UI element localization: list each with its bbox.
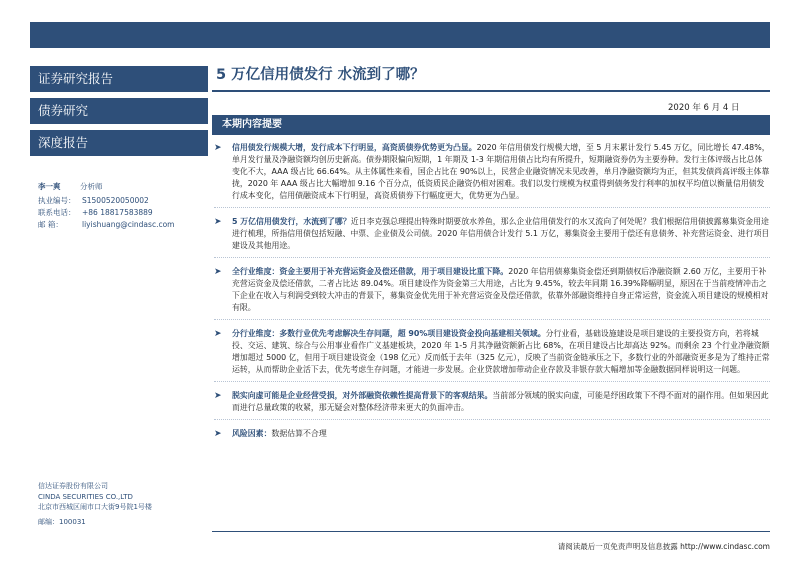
report-date: 2020 年 6 月 4 日: [668, 103, 740, 113]
top-banner: [30, 22, 770, 48]
title-divider: [212, 90, 770, 92]
page-title: 5 万亿信用债发行 水流到了哪？: [216, 67, 425, 83]
item-text: 2020 年信用债募集资金偿还到期债权后净融资额 2.60 万亿，主要用于补充营运资金及偿还借款，二者占比达 89.04%。项目建设作为资金第三大用途，占比为 9.45%，较去年同期 16.39%降幅明显，原因在于当前疫情冲击之下企业在收入与利润受到较大冲击的背景下，募集资金优先用于补充营运资金及偿还借款，依靠外部融资维持自身正常运营，资金流入项目建设的规模相对有限。: [232, 267, 769, 312]
author-email-value[interactable]: liyishuang@cindasc.com: [82, 220, 175, 229]
company-name-cn: 信达证券股份有限公司: [38, 482, 108, 490]
sidebar-item-category: 债券研究: [30, 98, 208, 124]
sidebar-item-report-type: 证券研究报告: [30, 66, 208, 92]
list-item: [214, 328, 770, 382]
author-phone-label: 联系电话：: [38, 208, 76, 217]
author-id-value: S1500520050002: [82, 196, 149, 205]
item-highlight: 5 万亿信用债发行，水流到了哪？: [232, 217, 351, 226]
author-block: [38, 181, 208, 231]
list-item: [214, 428, 770, 445]
company-block: [38, 481, 208, 527]
arrow-bullet-icon: ➤: [214, 391, 222, 401]
sidebar: [30, 66, 208, 162]
arrow-bullet-icon: ➤: [214, 217, 222, 227]
sidebar-item-report-kind: 深度报告: [30, 130, 208, 156]
author-name: 李一爽: [38, 182, 61, 191]
company-postcode: 邮编：100031: [38, 517, 86, 526]
list-item: [214, 390, 770, 420]
list-item: [214, 142, 770, 208]
item-highlight: 分行业维度：多数行业优先考虑解决生存问题，超 90%项目建设资金投向基建相关领域。: [232, 329, 546, 338]
arrow-bullet-icon: ➤: [214, 429, 222, 439]
item-highlight: 脱实向虚可能是企业经营受损，对外部融资依赖性提高背景下的客观结果。: [232, 391, 493, 400]
item-text: 当前部分领域的脱实向虚，可能是纾困政策下不得不面对的副作用。但如果因此而进行总量政策的收紧，那无疑会对整体经济带来更大的负面冲击。: [232, 391, 769, 412]
item-text: 数据估算不合理: [271, 429, 327, 438]
company-address: 北京市西城区闹市口大街9号院1号楼: [38, 503, 152, 511]
item-text: 近日李克强总理提出特殊时期要放水养鱼，那么企业信用债发行的水又流向了何处呢？我们根据信用债披露募集资金用途进行梳理，所指信用债包括短融、中票、企业债及公司债。2020 年信用债合计发行 5.1 万亿，募集资金主要用于偿还有息债务、补充营运资金、进行项目建设及其他用途。: [232, 217, 770, 250]
section-heading: 本期内容提要: [212, 115, 770, 135]
list-item: [214, 266, 770, 320]
author-email-label: 邮 箱：: [38, 220, 63, 229]
author-phone-value: +86 18817583889: [82, 208, 153, 217]
item-text: 2020 年信用债发行规模大增，至 5 月末累计发行 5.45 万亿，同比增长 47.48%，单月发行量及净融资额均创历史新高。债券期限偏向短期，1 年期及 1-3 年期信用债占比均有所提升，短期融资券仍为主要券种。发行主体评级占比总体变化不大，AAA 级占比 66.64%。从主体属性来看，国企占比在 90%以上，民营企业融资情况未见改善，单月净融资额均为正，但其发债尚高评级主体靠拢，2020 年 AAA 级占比大幅增加 9.16 个百分点，低资质民企融资仍相对困难。我们以发行规模为权重得到债务发行利率的加权平均值以衡量信用债发行成本变化，信用债融资成本下行明显，高资质债券下行幅度更大，优势更为凸显。: [232, 143, 770, 200]
item-highlight: 风险因素：: [232, 429, 272, 438]
item-highlight: 信用债发行规模大增，发行成本下行明显，高资质债券优势更为凸显。: [232, 143, 477, 152]
company-name-en: CINDA SECURITIES CO.,LTD: [38, 492, 133, 501]
arrow-bullet-icon: ➤: [214, 143, 222, 153]
item-text: 分行业看，基础设施建设是项目建设的主要投资方向，若将城投、交运、建筑、综合与公用事业看作广义基建板块，2020 年 1-5 月其净融资额新占比 68%，在项目建设占比却高达 92%。而剩余 23 个行业净融资额增加超过 5000 亿，但用于项目建设资金（198 亿元）反而低于去年（325 亿元），反映了当前资金链承压之下，多数行业的外部融资更多是为了维持正常运转，从而帮助企业活下去，优先考虑生存问题，才能进一步发展。企业贷款增加带动企业存款及非银存款大幅增加等金融数据同样说明这一问题。: [232, 329, 770, 374]
author-id-label: 执业编号：: [38, 196, 76, 205]
list-item: [214, 216, 770, 258]
footer-divider: [212, 531, 770, 532]
arrow-bullet-icon: ➤: [214, 329, 222, 339]
footer-disclaimer[interactable]: 请阅读最后一页免责声明及信息披露 http://www.cindasc.com: [557, 542, 770, 551]
arrow-bullet-icon: ➤: [214, 267, 222, 277]
summary-list: [214, 142, 770, 453]
author-role: 分析师: [80, 182, 103, 191]
item-highlight: 全行业维度：资金主要用于补充营运资金及偿还借款，用于项目建设比重下降。: [232, 267, 509, 276]
